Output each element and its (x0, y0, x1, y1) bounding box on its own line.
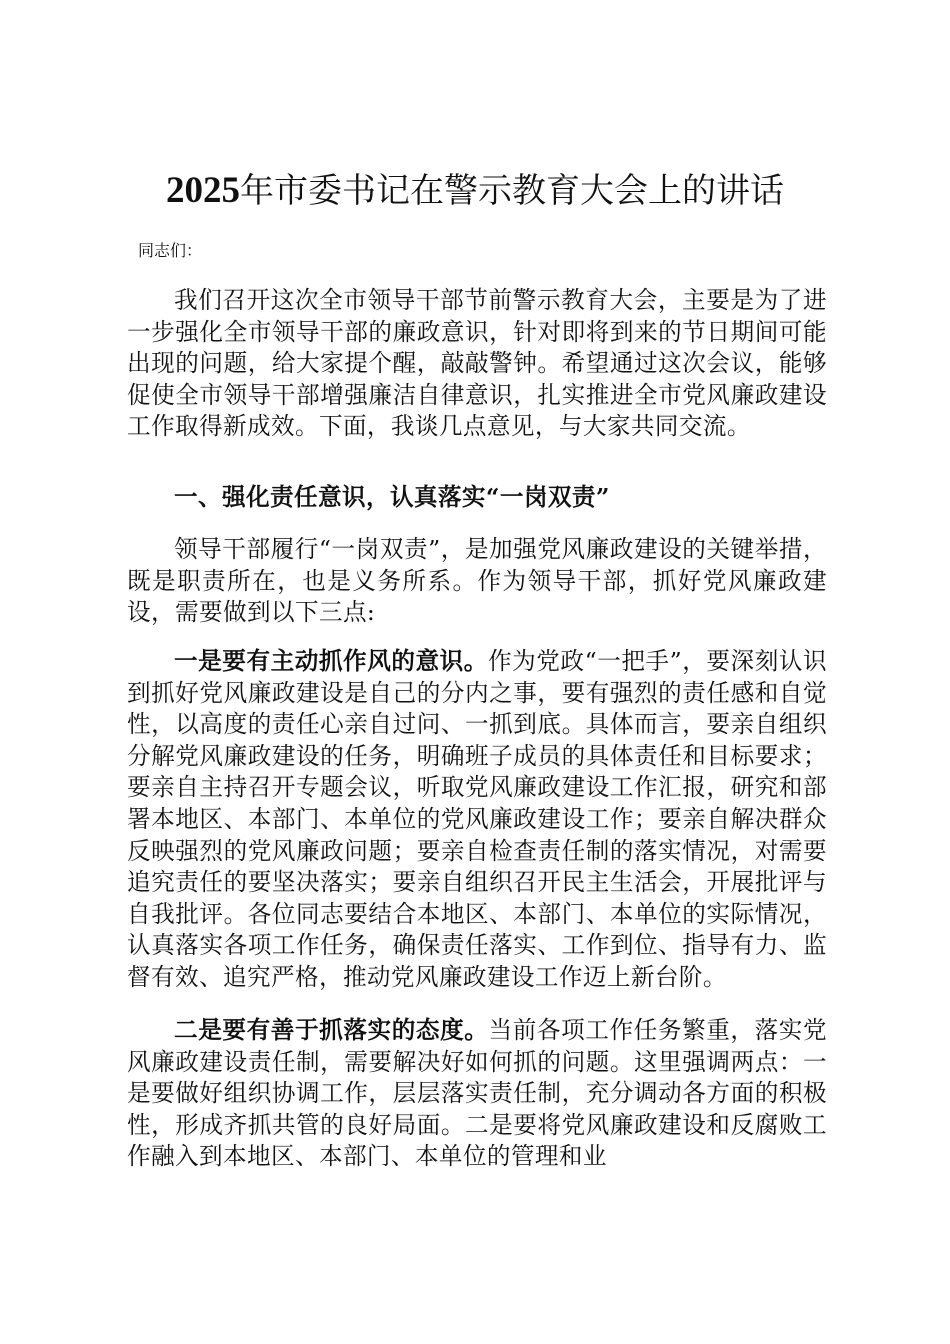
intro-paragraph: 我们召开这次全市领导干部节前警示教育大会，主要是为了进一步强化全市领导干部的廉政意识，针对即将到来的节日期间可能出现的问题，给大家提个醒，敲敲警钟。希望通过这次会议，能够促使全市领导干部增强廉洁自律意识，扎实推进全市党风廉政建设工作取得新成效。下面，我谈几点意见，与大家共同交流。 (127, 286, 827, 441)
section-one-intro-paragraph: 领导干部履行“一岗双责”，是加强党风廉政建设的关键举措，既是职责所在，也是义务所系。作为领导干部，抓好党风廉政建设，需要做到以下三点: (127, 535, 827, 627)
point-two-paragraph (127, 1015, 827, 1173)
title-text: 年市委书记在警示教育大会上的讲话 (240, 171, 784, 211)
point-two-lead: 二是要有善于抓落实的态度。 (174, 1016, 489, 1044)
title-year: 2025 (166, 170, 240, 211)
point-one-lead: 一是要有主动抓作风的意识。 (174, 647, 488, 675)
point-one-body: 作为党政“一把手”，要深刻认识到抓好党风廉政建设是自己的分内之事，要有强烈的责任感和自觉性，以高度的责任心亲自过问、一抓到底。具体而言，要亲自组织分解党风廉政建设的任务，明确班子成员的具体责任和目标要求；要亲自主持召开专题会议，听取党风廉政建设工作汇报，研究和部署本地区、本部门、本单位的党风廉政建设工作；要亲自解决群众反映强烈的党风廉政问题；要亲自检查责任制的落实情况，对需要追究责任的要坚决落实；要亲自组织召开民主生活会，开展批评与自我批评。各位同志要结合本地区、本部门、本单位的实际情况，认真落实各项工作任务，确保责任落实、工作到位、指导有力、监督有效、追究严格，推动党风廉政建设工作迈上新台阶。 (127, 647, 828, 991)
salutation: 同志们： (138, 241, 203, 260)
section-one-heading: 一、强化责任意识，认真落实“一岗双责” (174, 483, 610, 511)
point-two-body: 当前各项工作任务繁重，落实党风廉政建设责任制，需要解决好如何抓的问题。这里强调两点：一是要做好组织协调工作，层层落实责任制，充分调动各方面的积极性，形成齐抓共管的良好局面。二是要将党风廉政建设和反腐败工作融入到本地区、本部门、本单位的管理和业 (127, 1016, 827, 1171)
point-one-paragraph (127, 646, 827, 994)
document-title (0, 168, 950, 214)
